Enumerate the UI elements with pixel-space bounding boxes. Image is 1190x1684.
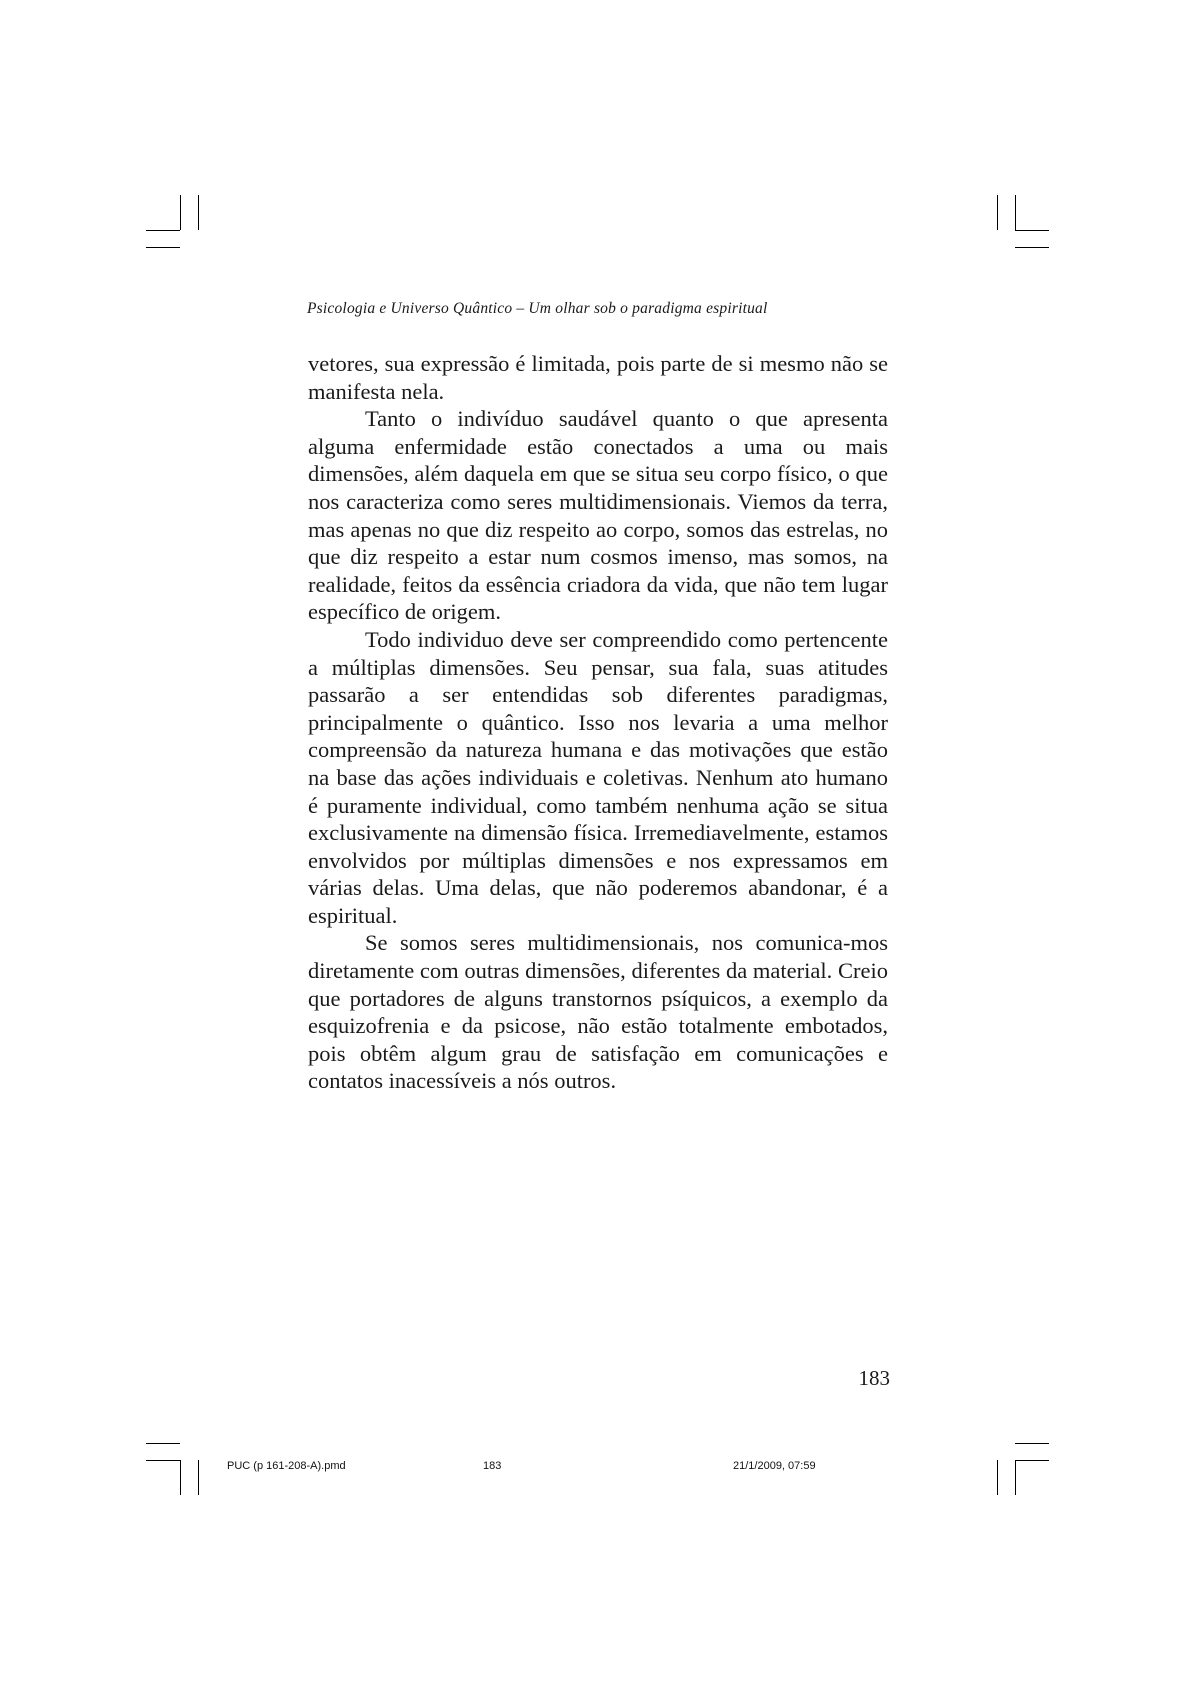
crop-mark-top-left-h2 — [146, 247, 180, 248]
crop-mark-top-left-h1 — [146, 230, 180, 231]
crop-mark-bottom-left-h2 — [146, 1460, 180, 1461]
paragraph: Todo individuo deve ser compreendido como pertencente a múltiplas dimensões. Seu pensar, sua fala, suas atitudes passarão a ser entendidas sob diferentes paradigmas, principalmente o quântico. Isso nos levaria a uma melhor compreensão da natureza humana e das motivações que estão na base das ações individuais e coletivas. Nenhum ato humano é puramente individual, como também nenhuma ação se situa exclusivamente na dimensão física. Irremediavelmente, estamos envolvidos por múltiplas dimensões e nos expressamos em várias delas. Uma delas, que não poderemos abandonar, é a espiritual. — [308, 626, 888, 928]
running-header: Psicologia e Universo Quântico – Um olhar sob o paradigma espiritual — [307, 300, 768, 317]
paragraph: Tanto o indivíduo saudável quanto o que apresenta alguma enfermidade estão conectados a uma ou mais dimensões, além daquela em que se situa seu corpo físico, o que nos caracteriza como seres multidimensionais. Viemos da terra, mas apenas no que diz respeito ao corpo, somos das estrelas, no que diz respeito a estar num cosmos imenso, mas somos, na realidade, feitos da essência criadora da vida, que não tem lugar específico de origem. — [308, 406, 888, 625]
crop-mark-top-right-h2 — [1015, 247, 1049, 248]
crop-mark-top-left-v1 — [180, 195, 181, 230]
page-number: 183 — [858, 1366, 890, 1390]
crop-mark-bottom-left-v2 — [198, 1460, 199, 1495]
paragraph: Se somos seres multidimensionais, nos comunica-mos diretamente com outras dimensões, diferentes da material. Creio que portadores de alguns transtornos psíquicos, a exemplo da esquizofrenia e da psicose, não estão totalmente embotados, pois obtêm algum grau de satisfação em comunicações e contatos inacessíveis a nós outros. — [308, 930, 888, 1094]
crop-mark-top-right-h1 — [1015, 230, 1049, 231]
crop-mark-bottom-right-v2 — [1015, 1460, 1016, 1495]
crop-mark-bottom-right-h1 — [1015, 1443, 1049, 1444]
paragraph-continuation: vetores, sua expressão é limitada, pois parte de si mesmo não se manifesta nela. — [308, 351, 888, 404]
crop-mark-top-right-v2 — [1015, 195, 1016, 230]
slug-page-number: 183 — [483, 1460, 502, 1472]
crop-mark-bottom-left-v1 — [180, 1460, 181, 1495]
slug-timestamp: 21/1/2009, 07:59 — [733, 1460, 816, 1472]
crop-mark-top-right-v1 — [997, 195, 998, 230]
crop-mark-top-left-v2 — [198, 195, 199, 230]
crop-mark-bottom-right-h2 — [1015, 1460, 1049, 1461]
body-text — [308, 350, 888, 1095]
slug-file-name: PUC (p 161-208-A).pmd — [227, 1460, 346, 1472]
crop-mark-bottom-right-v1 — [997, 1460, 998, 1495]
crop-mark-bottom-left-h1 — [146, 1443, 180, 1444]
